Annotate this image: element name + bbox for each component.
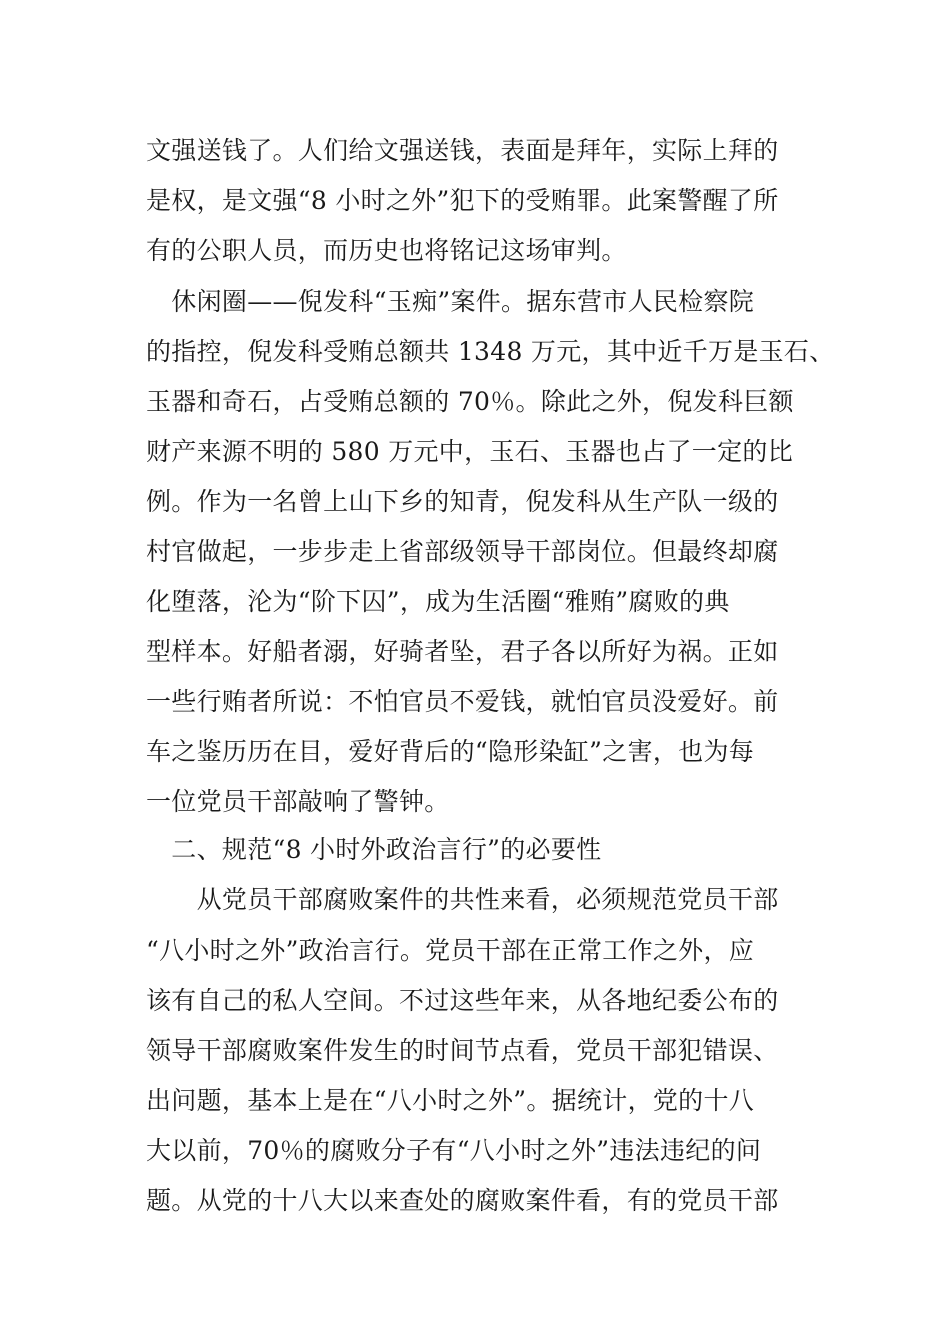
text-line: 有的公职人员，而历史也将铭记这场审判。 (146, 236, 627, 265)
text-line: 是权，是文强“8 小时之外”犯下的受贿罪。此案警醒了所 (146, 186, 779, 215)
text-line: 文强送钱了。人们给文强送钱，表面是拜年，实际上拜的 (146, 136, 779, 165)
text-line: 一位党员干部敲响了警钟。 (146, 787, 450, 816)
text-line: 出问题，基本上是在“八小时之外”。据统计，党的十八 (146, 1086, 755, 1115)
text-line: 题。从党的十八大以来查处的腐败案件看，有的党员干部 (146, 1186, 779, 1215)
text-line: 该有自己的私人空间。不过这些年来，从各地纪委公布的 (146, 986, 779, 1015)
text-line: 车之鉴历历在目，爱好背后的“隐形染缸”之害，也为每 (146, 737, 755, 766)
text-line: 化堕落，沦为“阶下囚”，成为生活圈“雅贿”腐败的典 (146, 587, 730, 616)
text-line: 大以前，70％的腐败分子有“八小时之外”违法违纪的问 (146, 1136, 762, 1165)
paragraph-start-line: 休闲圈——倪发科“玉痴”案件。据东营市人民检察院 (146, 287, 755, 316)
text-line: 型样本。好船者溺，好骑者坠，君子各以所好为祸。正如 (146, 637, 779, 666)
text-line: 的指控，倪发科受贿总额共 1348 万元，其中近千万是玉石、 (146, 337, 835, 366)
text-line: 村官做起，一步步走上省部级领导干部岗位。但最终却腐 (146, 537, 779, 566)
text-line: “八小时之外”政治言行。党员干部在正常工作之外，应 (146, 936, 755, 965)
section-heading: 二、规范“8 小时外政治言行”的必要性 (146, 835, 602, 864)
text-line: 例。作为一名曾上山下乡的知青，倪发科从生产队一级的 (146, 487, 779, 516)
text-line: 财产来源不明的 580 万元中，玉石、玉器也占了一定的比 (146, 437, 794, 466)
text-line: 玉器和奇石，占受贿总额的 70％。除此之外，倪发科巨额 (146, 387, 794, 416)
paragraph-start-line: 从党员干部腐败案件的共性来看，必须规范党员干部 (146, 885, 779, 914)
text-line: 领导干部腐败案件发生的时间节点看，党员干部犯错误、 (146, 1036, 779, 1065)
text-line: 一些行贿者所说：不怕官员不爱钱，就怕官员没爱好。前 (146, 687, 779, 716)
